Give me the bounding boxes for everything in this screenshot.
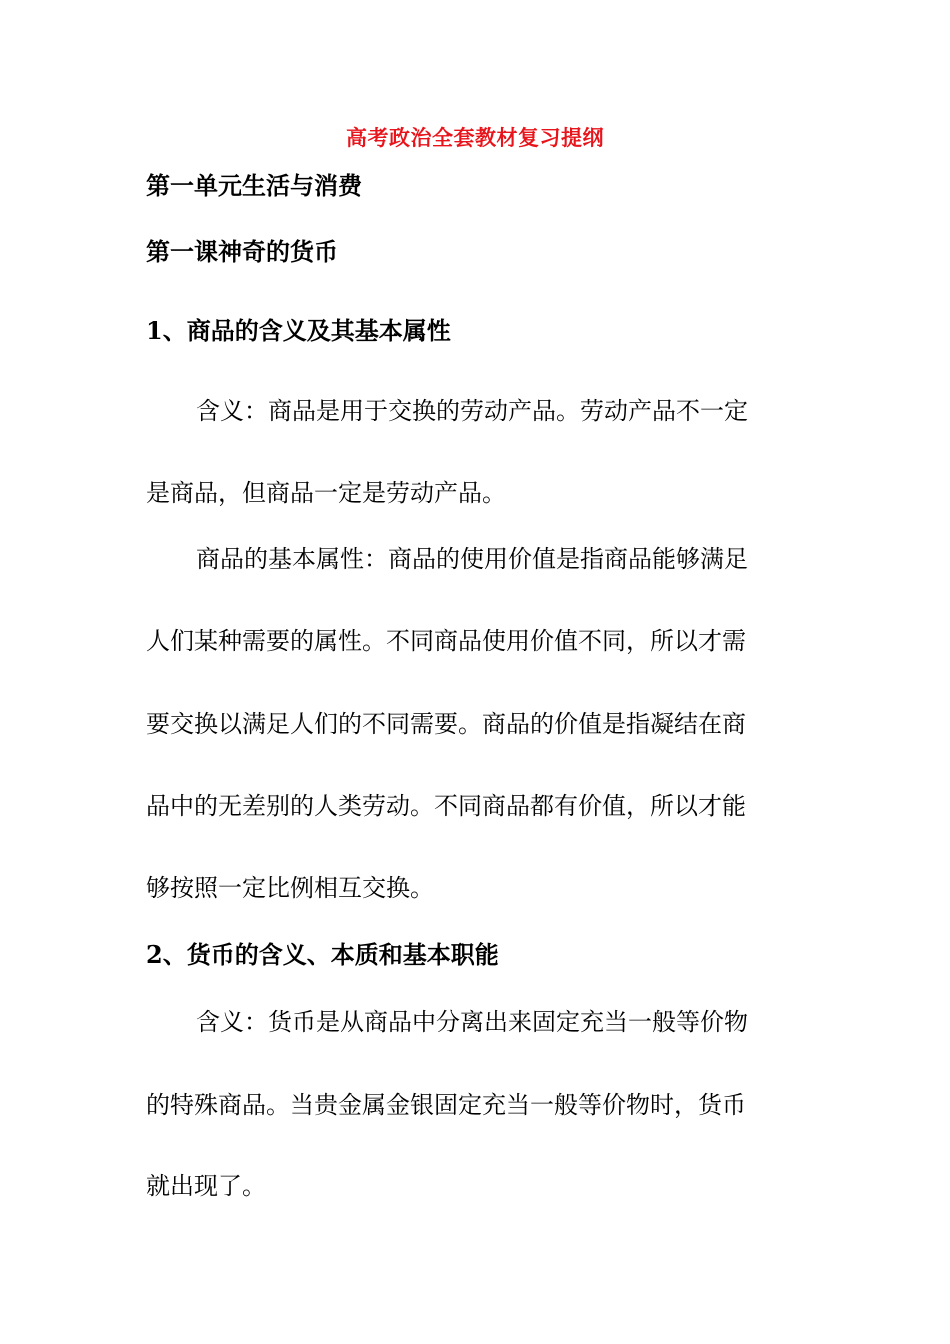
unit-heading: 第一单元生活与消费: [146, 171, 362, 200]
section-2-paragraph-1-line-1: 含义：货币是从商品中分离出来固定充当一般等价物: [196, 1008, 748, 1036]
section-2-heading: 2、货币的含义、本质和基本职能: [146, 940, 499, 969]
lesson-heading: 第一课神奇的货币: [146, 237, 338, 266]
section-1-paragraph-1-line-2: 是商品，但商品一定是劳动产品。: [146, 479, 506, 507]
section-1-paragraph-2-line-2: 人们某种需要的属性。不同商品使用价值不同，所以才需: [146, 627, 746, 655]
section-1-paragraph-1-line-1: 含义：商品是用于交换的劳动产品。劳动产品不一定: [196, 397, 748, 425]
section-1-paragraph-2-line-5: 够按照一定比例相互交换。: [146, 874, 434, 902]
section-1-paragraph-2-line-3: 要交换以满足人们的不同需要。商品的价值是指凝结在商: [146, 710, 746, 738]
section-1-paragraph-2-line-1: 商品的基本属性：商品的使用价值是指商品能够满足: [196, 545, 748, 573]
document-title: 高考政治全套教材复习提纲: [346, 125, 604, 150]
section-1-heading: 1、商品的含义及其基本属性: [146, 316, 451, 345]
section-1-paragraph-2-line-4: 品中的无差别的人类劳动。不同商品都有价值，所以才能: [146, 792, 746, 820]
section-2-paragraph-1-line-2: 的特殊商品。当贵金属金银固定充当一般等价物时，货币: [146, 1091, 746, 1119]
section-2-paragraph-1-line-3: 就出现了。: [146, 1172, 266, 1200]
